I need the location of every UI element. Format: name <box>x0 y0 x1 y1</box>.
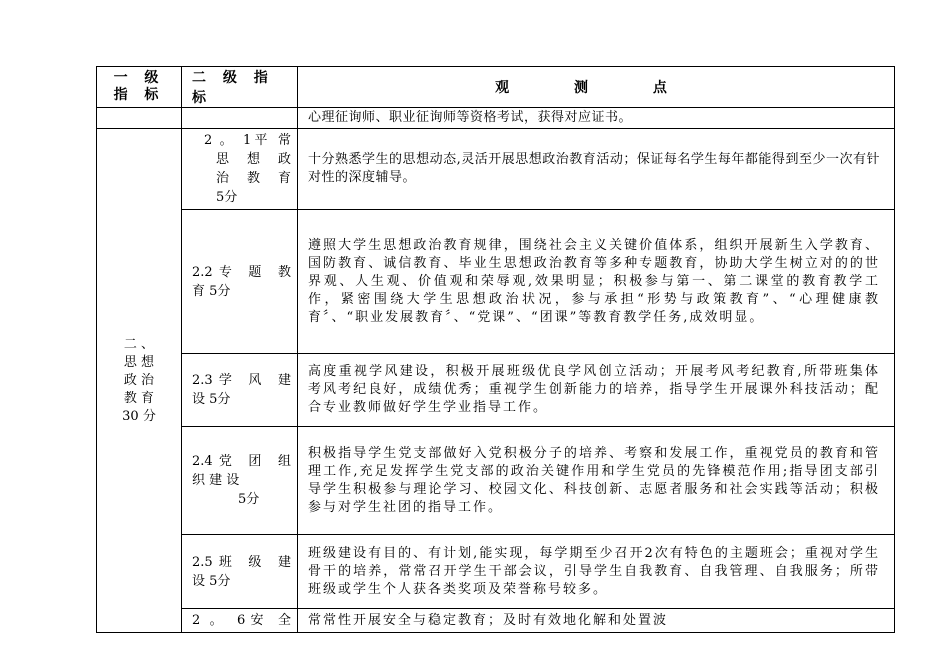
carryover-text: 心理征询师、职业征询师等资格考试，获得对应证书。 <box>298 108 895 129</box>
indicator-line: 设 5分 <box>192 392 231 407</box>
observation-2-3: 高度重视学风建设，积极开展班级优良学风创立活动；开展考风考纪教育,所带班集体考风考纪良好，成绩优秀；重视学生创新能力的培养，指导学生开展课外科技活动；配合专业教师做好学生学业指导工作。 <box>298 354 895 427</box>
indicator-2-6 <box>182 609 298 633</box>
observation-2-1: 十分熟悉学生的思想动态,灵活开展思想政治教育活动；保证每名学生每年都能得到至少一次有针对性的深度辅导。 <box>298 129 895 210</box>
indicator-2-3 <box>182 354 298 427</box>
level1-line3: 政 治 <box>123 372 155 388</box>
observation-2-5: 班级建设有目的、有计划,能实现，每学期至少召开2次有特色的主题班会；重视对学生骨干的培养，常常召开学生干部会议，引导学生自我教育、自我管理、自我服务；所带班级或学生个人获各类奖项及荣誉称号较多。 <box>298 535 895 609</box>
header-level1-line1: 一 级 <box>113 70 165 86</box>
indicator-line: 2.4党 团 组 <box>192 454 291 469</box>
table-row <box>97 129 895 210</box>
indicator-line: 2.5班 级 建 <box>192 554 291 570</box>
level1-cell <box>97 129 182 633</box>
indicator-2-1 <box>182 129 298 210</box>
observation-2-6: 常常性开展安全与稳定教育；及时有效地化解和处置波 <box>298 609 895 633</box>
indicator-line: 2.2专 题 教 <box>192 264 291 280</box>
header-level1 <box>97 67 182 108</box>
table-row <box>97 609 895 633</box>
level1-line5: 30 分 <box>122 408 156 424</box>
indicator-line: 2 。 1平 常 <box>204 133 291 148</box>
table-row <box>97 535 895 609</box>
indicator-line: 育 5分 <box>192 283 231 299</box>
level1-line2: 思 想 <box>123 354 155 370</box>
table-row <box>97 354 895 427</box>
indicator-line: 5分 <box>238 492 260 507</box>
header-observation: 观 测 点 <box>298 67 895 108</box>
indicator-line: 5分 <box>216 190 238 205</box>
indicator-line: 2 。 6安 全 <box>192 613 291 628</box>
indicator-line: 设 5分 <box>192 573 231 589</box>
indicator-line: 2.3学 风 建 <box>192 373 291 388</box>
observation-2-4: 积极指导学生党支部做好入党积极分子的培养、考察和发展工作，重视党员的教育和管理工作,充足发挥学生党支部的政治关键作用和学生党员的先锋模范作用;指导团支部引导学生积极参与理论学习、校园文化、科技创新、志愿者服务和社会实践等活动；积极参与对学生社团的指导工作。 <box>298 427 895 535</box>
table-row <box>97 427 895 535</box>
indicator-line: 思 想 政 <box>216 152 291 167</box>
evaluation-table <box>96 66 895 633</box>
carryover-row <box>97 108 895 129</box>
carryover-empty-2 <box>182 108 298 129</box>
indicator-line: 治 教 育 <box>216 171 291 186</box>
table-header-row <box>97 67 895 108</box>
header-level1-line2: 指 标 <box>113 87 165 103</box>
level1-line4: 教 育 <box>123 390 155 406</box>
indicator-line: 织 建 设 <box>192 473 240 488</box>
carryover-empty-1 <box>97 108 182 129</box>
indicator-2-4 <box>182 427 298 535</box>
observation-2-2: 遵照大学生思想政治教育规律，围绕社会主义关键价值体系，组织开展新生入学教育、国防教育、诚信教育、毕业生思想政治教育等多种专题教育，协助大学生树立对的的世界观、人生观、价值观和荣辱观,效果明显；积极参与第一、第二课堂的教育教学工作，紧密围绕大学生思想政治状况，参与承担“形势与政策教育”、“心理健康教育〞、“职业发展教育〞、“党课”、“团课”等教育教学任务,成效明显。 <box>298 210 895 354</box>
header-level2: 二 级 指 标 <box>182 67 298 108</box>
level1-line1: 二 、 <box>123 336 155 352</box>
table-row <box>97 210 895 354</box>
indicator-2-5 <box>182 535 298 609</box>
indicator-2-2 <box>182 210 298 354</box>
